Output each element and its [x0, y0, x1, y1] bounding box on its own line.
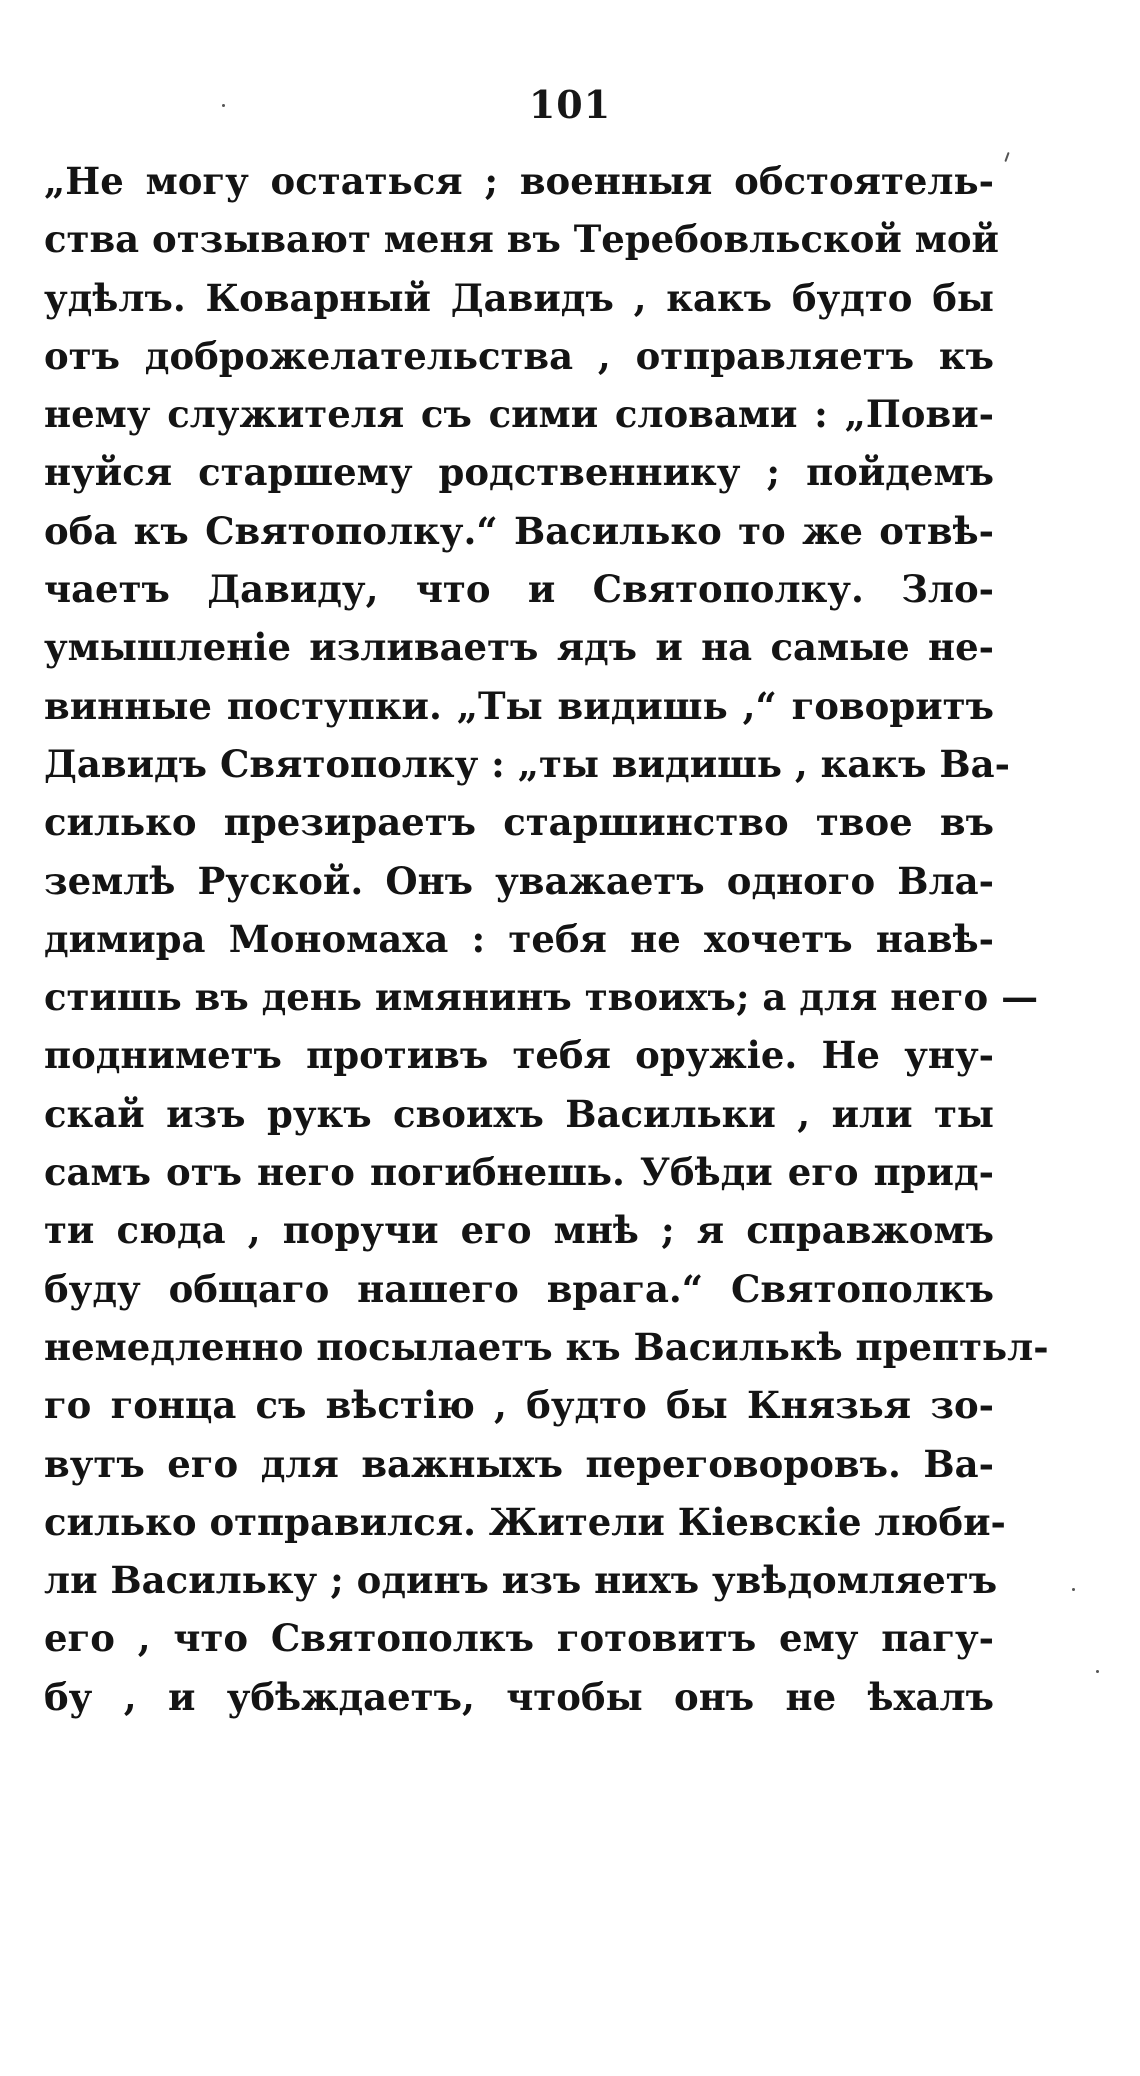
text-line: ства отзывают меня въ Теребовльской мой — [44, 217, 999, 262]
text-line: димира Мономаха : тебя не хочетъ навѣ- — [44, 916, 994, 961]
text-line: вутъ его для важныхъ переговоровъ. Ва- — [44, 1441, 994, 1486]
text-line: буду общаго нашего врага.“ Святополкъ — [44, 1266, 994, 1311]
text-line: удѣлъ. Коварный Давидъ , какъ будто бы — [44, 275, 994, 320]
text-line: нуйся старшему родственнику ; пойдемъ — [44, 450, 994, 495]
text-line: бу , и убѣждаетъ, чтобы онъ не ѣхалъ — [44, 1674, 994, 1719]
text-line: его , что Святополкъ готовитъ ему пагу- — [44, 1616, 994, 1661]
text-line: чаетъ Давиду, что и Святополку. Зло- — [44, 567, 994, 612]
text-line: Давидъ Святополку : „ты видишь , какъ Ва- — [44, 741, 1010, 786]
print-speck — [1004, 152, 1009, 162]
text-line: силько презираетъ старшинство твое въ — [44, 800, 994, 845]
text-line: ти сюда , поручи его мнѣ ; я справжомъ — [44, 1208, 994, 1253]
page-number: 101 — [528, 82, 612, 127]
print-speck — [1072, 1588, 1075, 1591]
text-line: скай изъ рукъ своихъ Васильки , или ты — [44, 1091, 994, 1136]
text-line: умышленіе изливаетъ ядъ и на самые не- — [44, 625, 994, 670]
print-speck — [222, 104, 225, 107]
text-line: го гонца съ вѣстію , будто бы Князья зо- — [44, 1383, 994, 1428]
text-line: ли Васильку ; одинъ изъ нихъ увѣдомляетъ — [44, 1558, 998, 1603]
text-line: силько отправился. Жители Кіевскіе люби- — [44, 1499, 1006, 1544]
text-line: оба къ Святополку.“ Василько то же отвѣ- — [44, 508, 994, 553]
text-line: стишь въ день имянинъ твоихъ; а для него — — [44, 975, 1039, 1020]
print-speck — [1096, 1670, 1099, 1673]
body-text — [44, 152, 1049, 1726]
text-line: самъ отъ него погибнешь. Убѣди его прид- — [44, 1150, 994, 1195]
text-line: подниметъ противъ тебя оружіе. Не уну- — [44, 1033, 994, 1078]
text-line: немедленно посылаетъ къ Василькѣ прептьл- — [44, 1324, 1049, 1369]
text-line: землѣ Руской. Онъ уважаетъ одного Вла- — [44, 858, 994, 903]
text-line: „Не могу остаться ; военныя обстоятель- — [44, 159, 994, 203]
text-line: нему служителя съ сими словами : „Пови- — [44, 392, 994, 437]
text-line: винные поступки. „Ты видишь ,“ говоритъ — [44, 683, 994, 728]
text-line: отъ доброжелательства , отправляетъ къ — [44, 333, 994, 378]
